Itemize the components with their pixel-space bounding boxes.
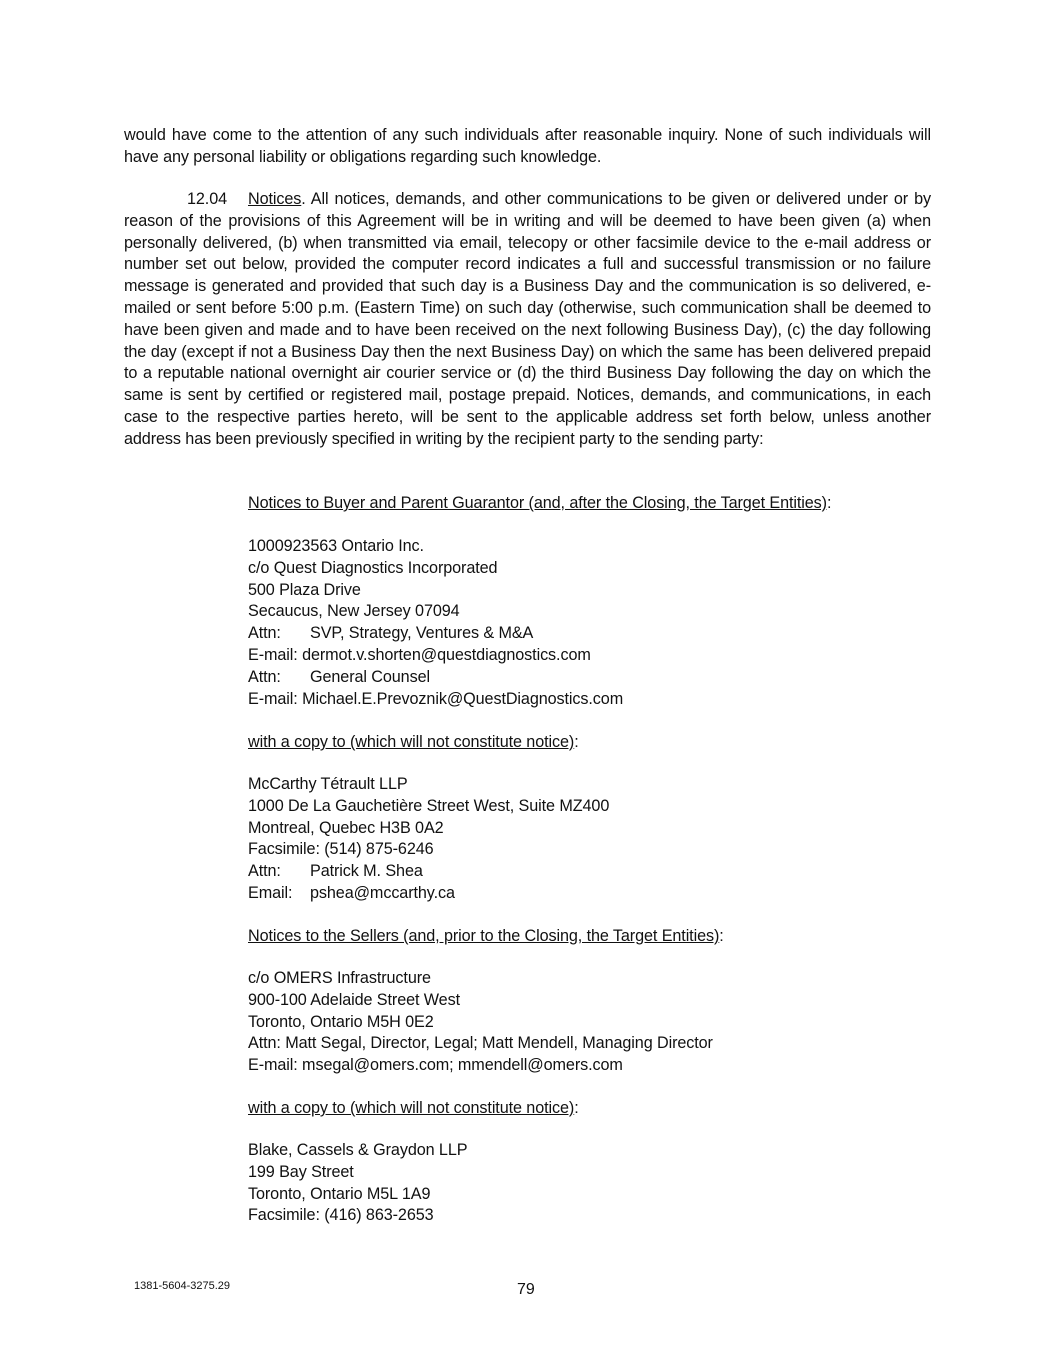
seller-copy-address-block xyxy=(248,1140,467,1227)
attn-label: Attn: xyxy=(248,624,281,643)
address-line: 500 Plaza Drive xyxy=(248,580,361,599)
email-line xyxy=(248,689,623,711)
address-line: 1000923563 Ontario Inc. xyxy=(248,537,424,555)
seller-notice-heading-block: Notices to the Sellers (and, prior to the Closing, the Target Entities): xyxy=(248,927,724,945)
address-line: Facsimile: (416) 863-2653 xyxy=(248,1206,434,1225)
address-line: McCarthy Tétrault LLP xyxy=(248,775,408,793)
buyer-address-block xyxy=(248,536,623,710)
email-line xyxy=(248,645,623,667)
address-line: c/o Quest Diagnostics Incorporated xyxy=(248,558,498,577)
email-line xyxy=(248,883,609,905)
address-line: Montreal, Quebec H3B 0A2 xyxy=(248,818,444,837)
attn-line xyxy=(248,861,609,883)
buyer-copy-heading: with a copy to (which will not constitute notice) xyxy=(248,733,575,751)
address-line: Blake, Cassels & Graydon LLP xyxy=(248,1141,468,1159)
seller-copy-heading: with a copy to (which will not constitute notice) xyxy=(248,1099,575,1117)
address-line: 199 Bay Street xyxy=(248,1162,354,1181)
attn-value: SVP, Strategy, Ventures & M&A xyxy=(310,624,534,643)
email-label: E-mail: xyxy=(248,689,298,708)
address-line: Toronto, Ontario M5L 1A9 xyxy=(248,1184,431,1203)
buyer-copy-address-block xyxy=(248,774,609,905)
attn-value: Patrick M. Shea xyxy=(310,862,423,881)
email-label: E-mail: xyxy=(248,645,298,664)
section-text: . All notices, demands, and other communications to be given or delivered under or by reason of the provisions of this Agreement will be in writing and will be deemed to have been given (a) when personally delivered, (b) when transmitted via email, telecopy or other facsimile device to the e-mail address or number set out below, provided the computer record indicates a full and successful transmission or no failure message is generated and provided that such day is a Business Day and the communication is so delivered, e-mailed or sent before 5:00 p.m. (Eastern Time) on such day (otherwise, such communication shall be deemed to have been given and made and to have been received on the next following Business Day), (c) the day following the day (except if not a Business Day then the next Business Day) on which the same has been delivered prepaid to a reputable national overnight air courier service or (d) the third Business Day following the day on which the same is sent by certified or registered mail, postage prepaid. Notices, demands, and communications, in each case to the respective parties hereto, will be sent to the applicable address set forth below, unless another address has been previously specified in writing by the recipient party to the sending party: xyxy=(124,190,931,448)
page-number: 79 xyxy=(517,1281,535,1298)
section-heading: Notices xyxy=(248,190,302,208)
email-label: Email: xyxy=(248,883,293,902)
email-value: Michael.E.Prevoznik@QuestDiagnostics.com xyxy=(302,689,624,708)
attn-line xyxy=(248,623,623,645)
seller-address-block xyxy=(248,968,713,1077)
attn-label: Attn: xyxy=(248,862,281,881)
address-line: c/o OMERS Infrastructure xyxy=(248,969,431,987)
attn-line: Attn: Matt Segal, Director, Legal; Matt Mendell, Managing Director xyxy=(248,1034,713,1053)
footer-document-id: 1381-5604-3275.29 xyxy=(134,1280,231,1292)
address-line: 900-100 Adelaide Street West xyxy=(248,990,460,1009)
paragraph-continuation: would have come to the attention of any such individuals after reasonable inquiry. None of such individuals will have any personal liability or obligations regarding such knowledge. xyxy=(124,126,931,166)
email-value: pshea@mccarthy.ca xyxy=(310,883,455,902)
address-line: Facsimile: (514) 875-6246 xyxy=(248,840,434,859)
buyer-copy-heading-block: with a copy to (which will not constitute notice): xyxy=(248,733,579,751)
email-value: dermot.v.shorten@questdiagnostics.com xyxy=(302,645,591,664)
address-line: Toronto, Ontario M5H 0E2 xyxy=(248,1012,434,1031)
attn-value: General Counsel xyxy=(310,667,430,686)
address-line: 1000 De La Gauchetière Street West, Suite MZ400 xyxy=(248,796,610,815)
buyer-notice-heading: Notices to Buyer and Parent Guarantor (and, after the Closing, the Target Entities) xyxy=(248,494,827,512)
address-line: Secaucus, New Jersey 07094 xyxy=(248,602,460,621)
email-line: E-mail: msegal@omers.com; mmendell@omers.com xyxy=(248,1056,623,1075)
buyer-notice-heading-block: Notices to Buyer and Parent Guarantor (and, after the Closing, the Target Entities): xyxy=(248,494,832,512)
section-number: 12.04 xyxy=(187,190,228,208)
attn-line xyxy=(248,667,623,689)
attn-label: Attn: xyxy=(248,667,281,686)
seller-copy-heading-block: with a copy to (which will not constitute notice): xyxy=(248,1099,579,1117)
seller-notice-heading: Notices to the Sellers (and, prior to the Closing, the Target Entities) xyxy=(248,927,720,945)
section-notices-paragraph xyxy=(124,189,931,451)
